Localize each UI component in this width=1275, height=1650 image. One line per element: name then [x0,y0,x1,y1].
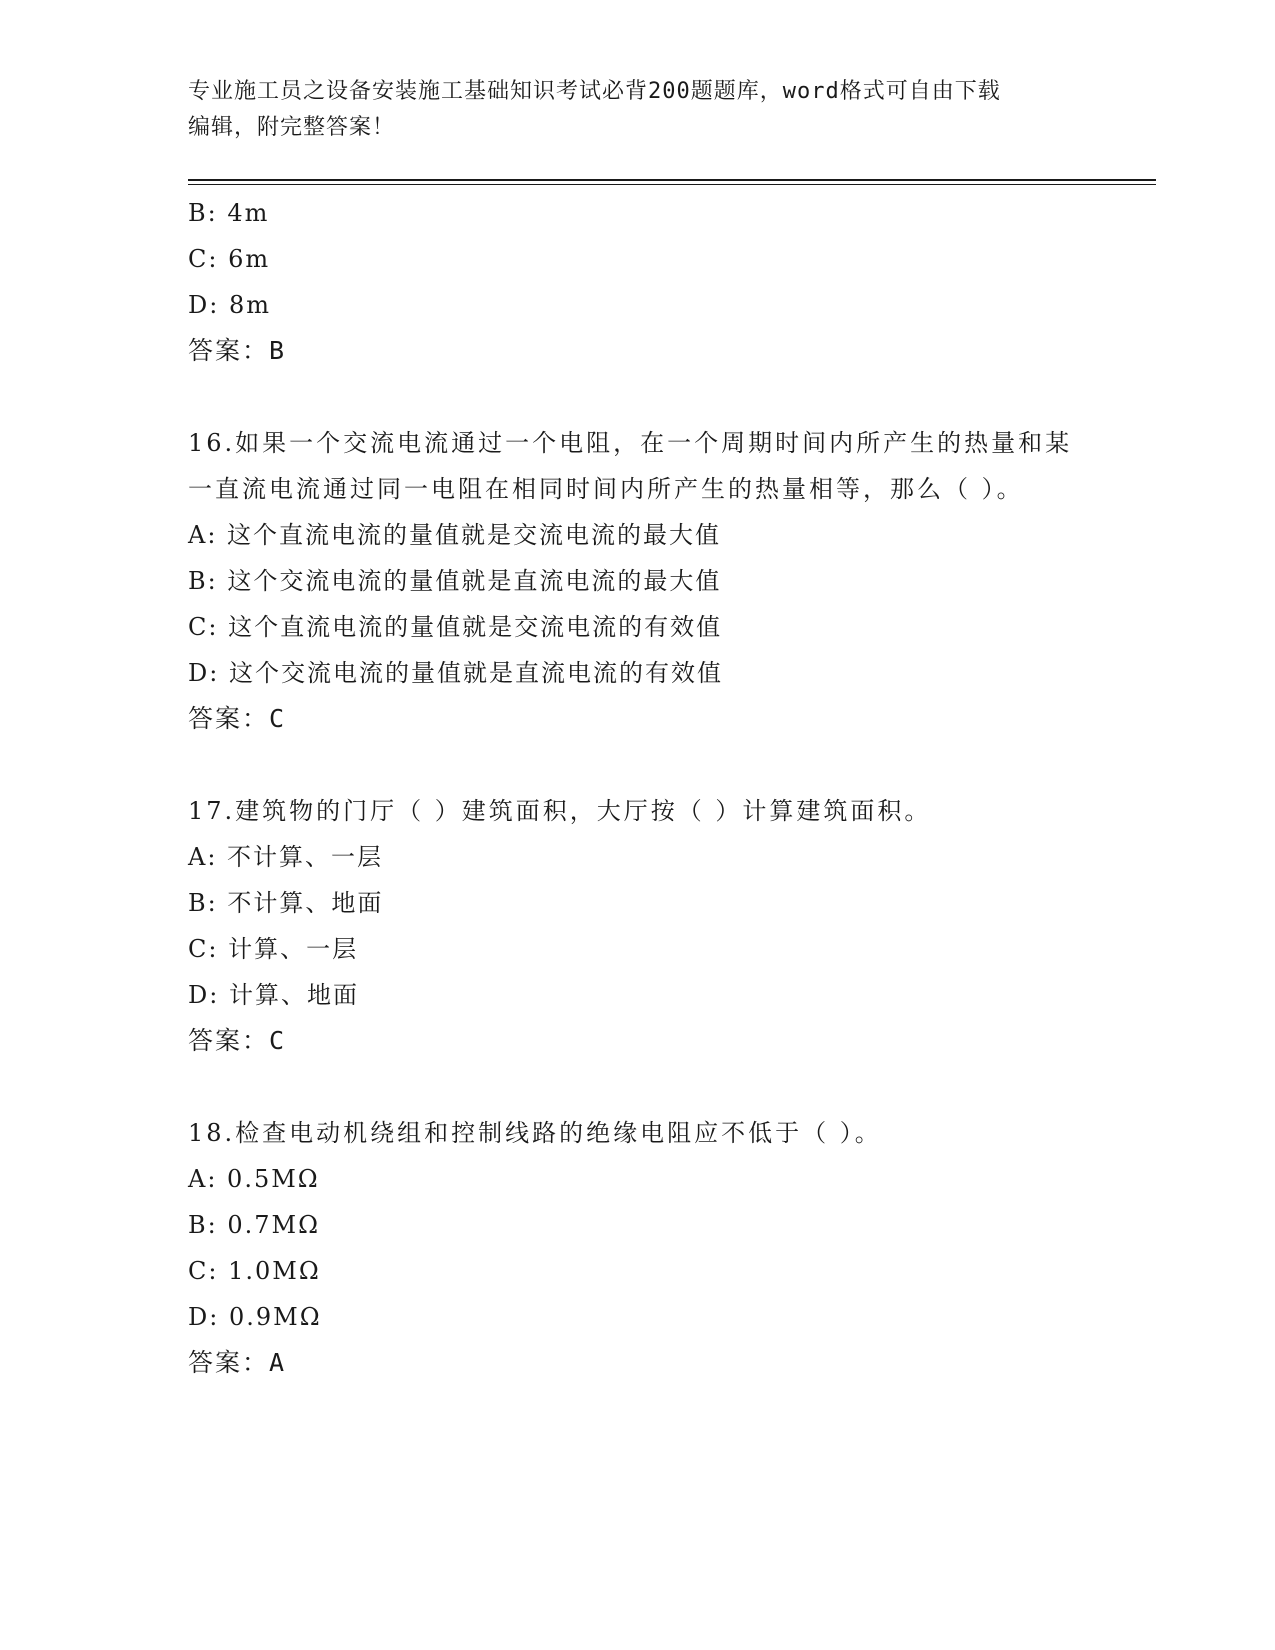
question-15-continued [188,190,1088,374]
option-d: D: 这个交流电流的量值就是直流电流的有效值 [188,659,723,687]
option-b: B: 0.7MΩ [188,1211,320,1239]
question-16 [188,420,1088,742]
document-body [188,190,1088,1386]
answer-line [188,1018,1088,1064]
option-c: C: 这个直流电流的量值就是交流电流的有效值 [188,613,723,641]
option-b: B: 不计算、地面 [188,889,384,917]
answer-label: 答案： [188,1026,270,1055]
answer-value: A [269,1348,287,1377]
spacer [188,1064,1088,1110]
question-17 [188,788,1088,1064]
option-d: D: 0.9MΩ [188,1303,322,1331]
answer-label: 答案： [188,1348,270,1377]
answer-line [188,696,1088,742]
answer-value: B [269,336,287,365]
answer-line [188,1340,1088,1386]
page-header [188,74,1088,146]
option-a: A: 不计算、一层 [188,843,384,871]
question-text: 17.建筑物的门厅（ ）建筑面积，大厅按（ ）计算建筑面积。 [188,797,932,825]
spacer [188,374,1088,420]
option-d: D: 计算、地面 [188,981,359,1009]
spacer [188,742,1088,788]
option-b: B: 这个交流电流的量值就是直流电流的最大值 [188,567,722,595]
header-line-2: 编辑，附完整答案！ [188,115,396,140]
question-text: 18.检查电动机绕组和控制线路的绝缘电阻应不低于（ ）。 [188,1119,882,1147]
option-c: C: 6m [188,245,271,273]
answer-line [188,328,1088,374]
header-line-1: 专业施工员之设备安装施工基础知识考试必背200题题库，word格式可自由下载 [188,79,1001,104]
option-a: A: 0.5MΩ [188,1165,320,1193]
answer-label: 答案： [188,336,270,365]
option-c: C: 计算、一层 [188,935,359,963]
option-d: D: 8m [188,291,271,319]
question-18 [188,1110,1088,1386]
header-divider-thick [188,179,1156,181]
option-c: C: 1.0MΩ [188,1257,321,1285]
answer-label: 答案： [188,704,270,733]
option-a: A: 这个直流电流的量值就是交流电流的最大值 [188,521,722,549]
answer-value: C [269,1026,287,1055]
question-text: 16.如果一个交流电流通过一个电阻，在一个周期时间内所产生的热量和某一直流电流通过同一电阻在相同时间内所产生的热量相等，那么（ ）。 [188,429,1073,503]
answer-value: C [269,704,287,733]
option-b: B: 4m [188,199,270,227]
header-divider-thin [188,184,1156,185]
